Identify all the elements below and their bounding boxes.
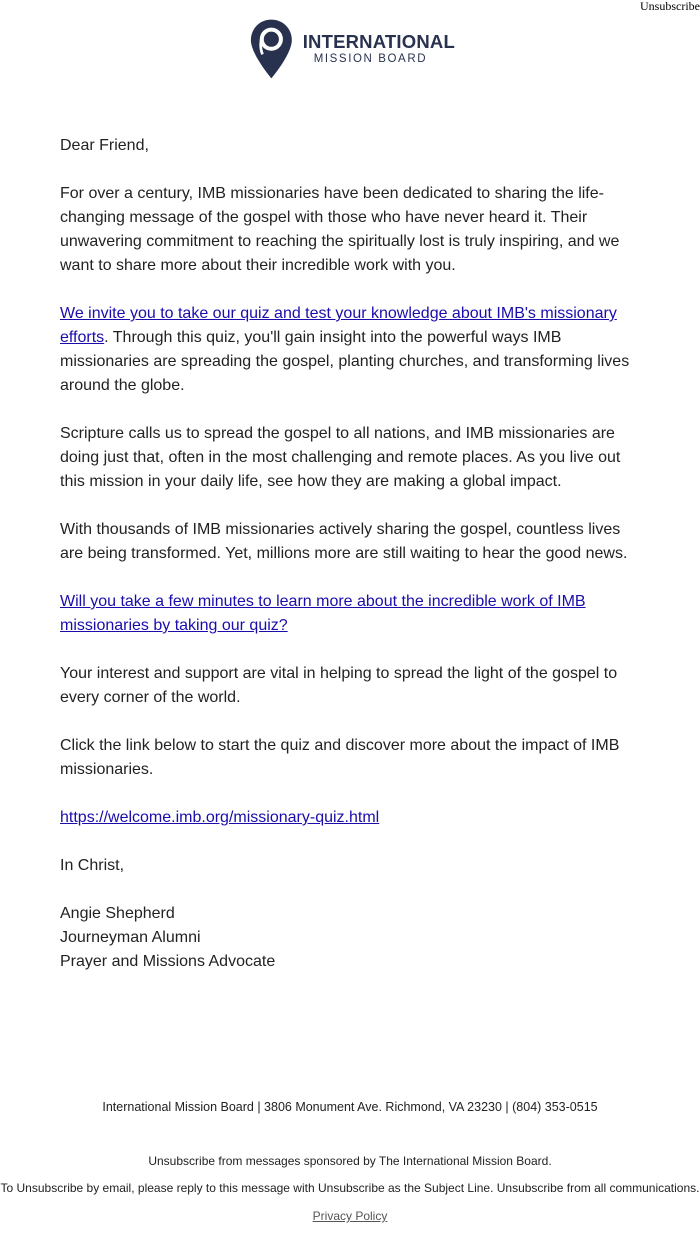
footer-address: International Mission Board | 3806 Monument Ave. Richmond, VA 23230 | (804) 353-0515	[102, 1100, 598, 1114]
paragraph-scripture: Scripture calls us to spread the gospel to all nations, and IMB missionaries are doing just that, often in the most challenging and remote places. As you live out this mission in your daily life, see how they are making a global impact.	[60, 425, 621, 490]
signature-name: Angie Shepherd	[60, 905, 175, 922]
signature-title-2: Prayer and Missions Advocate	[60, 953, 276, 970]
paragraph-intro: For over a century, IMB missionaries have been dedicated to sharing the life-changing message of the gospel with those who have never heard it. Their unwavering commitment to reaching the spiritually lost is truly inspiring, and we want to share more about their incredible work with you.	[60, 185, 620, 274]
quiz-question-link[interactable]: Will you take a few minutes to learn more about the incredible work of IMB missionaries by taking our quiz?	[60, 593, 586, 634]
map-pin-icon	[250, 15, 293, 83]
imb-logo	[250, 15, 455, 85]
unsubscribe-link-top[interactable]: Unsubscribe	[640, 0, 700, 13]
email-body	[60, 134, 640, 974]
logo-subtitle: MISSION BOARD	[313, 53, 428, 65]
paragraph-url	[60, 806, 640, 830]
signature	[60, 902, 640, 974]
paragraph-question	[60, 590, 640, 638]
paragraph-invite	[60, 302, 640, 398]
signature-title-1: Journeyman Alumni	[60, 929, 201, 946]
closing: In Christ,	[60, 857, 125, 874]
footer-sponsor-note: Unsubscribe from messages sponsored by The International Mission Board.	[148, 1154, 552, 1168]
paragraph-support: Your interest and support are vital in helping to spread the light of the gospel to every corner of the world.	[60, 665, 618, 706]
logo-title: INTERNATIONAL	[302, 31, 455, 52]
paragraph-cta: Click the link below to start the quiz and discover more about the impact of IMB missionaries.	[60, 737, 620, 778]
paragraph-thousands: With thousands of IMB missionaries actively sharing the gospel, countless lives are being transformed. Yet, millions more are still waiting to hear the good news.	[60, 521, 628, 562]
quiz-invite-link[interactable]: We invite you to take our quiz and test your knowledge about IMB's missionary efforts	[60, 305, 617, 346]
footer-email-unsubscribe: To Unsubscribe by email, please reply to this message with Unsubscribe as the Subject Line. Unsubscribe from all communications.	[0, 1181, 700, 1195]
footer-privacy	[0, 1209, 700, 1223]
paragraph-invite-text: . Through this quiz, you'll gain insight into the powerful ways IMB missionaries are spreading the gospel, planting churches, and transforming lives around the globe.	[60, 329, 630, 394]
quiz-url-link[interactable]: https://welcome.imb.org/missionary-quiz.html	[60, 809, 380, 826]
greeting: Dear Friend,	[60, 137, 149, 154]
privacy-policy-link[interactable]: Privacy Policy	[312, 1209, 388, 1223]
